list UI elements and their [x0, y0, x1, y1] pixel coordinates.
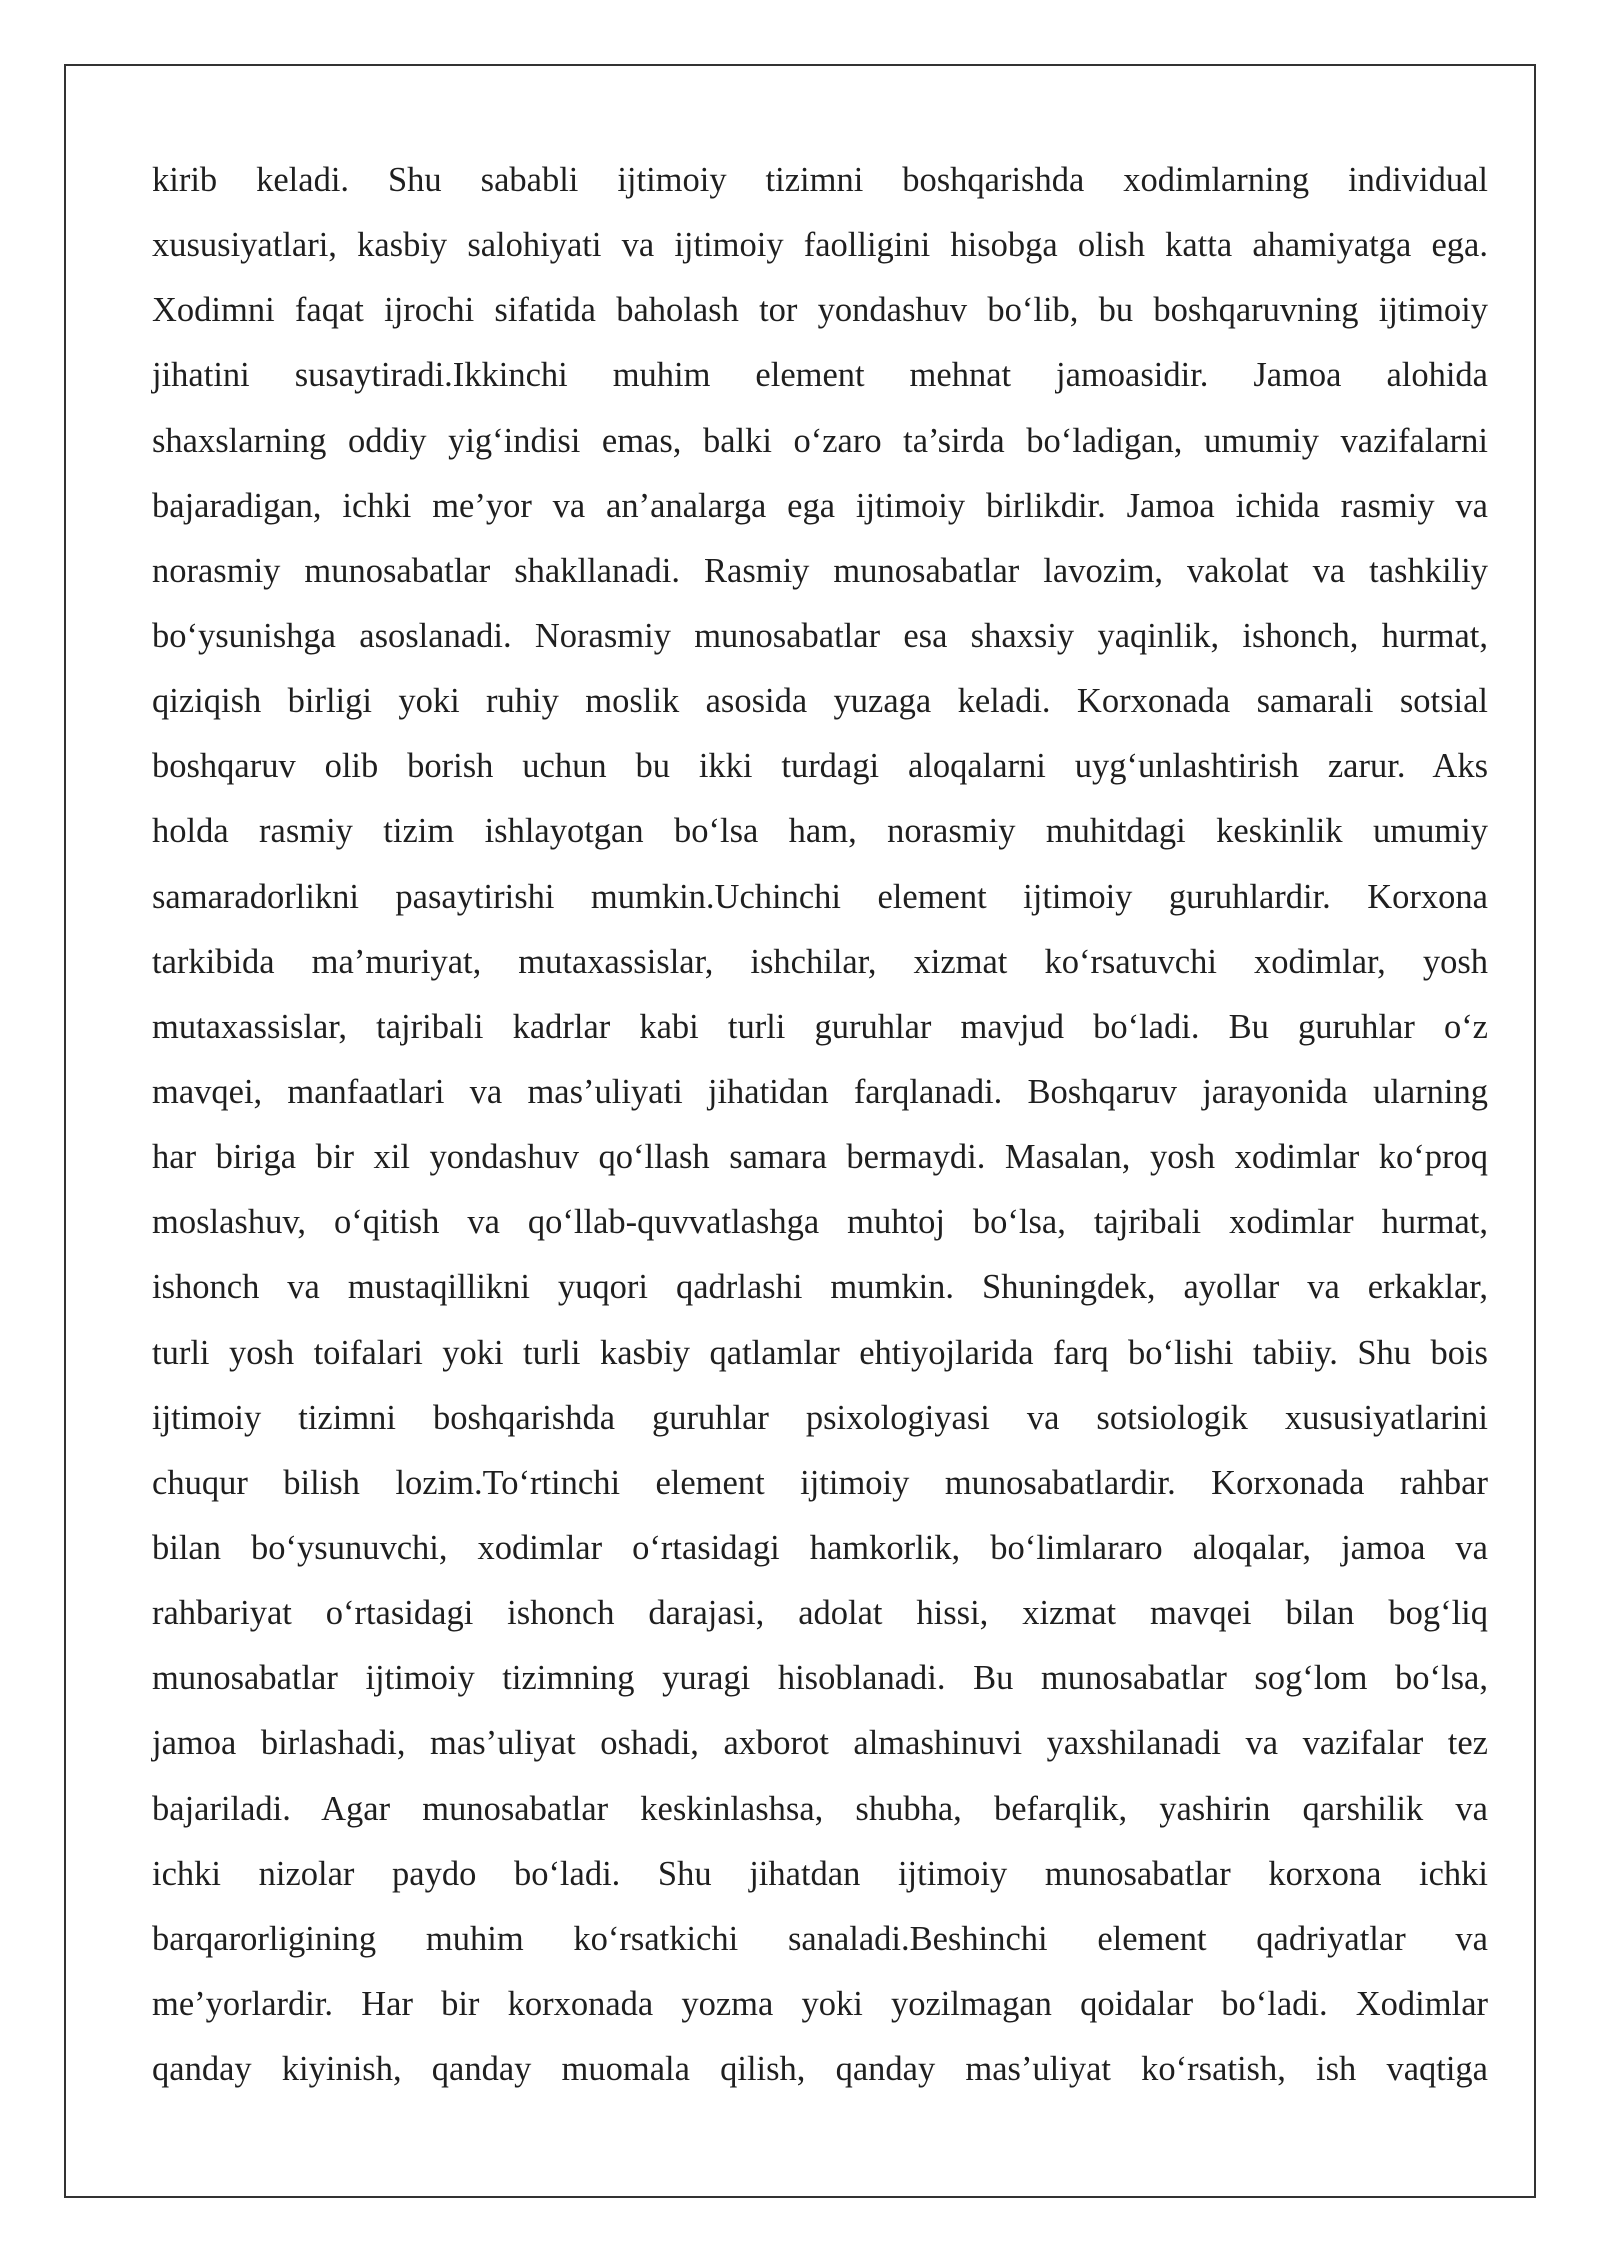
- text-line: kirib keladi. Shu sababli ijtimoiy tizimni boshqarishda xodimlarning individual: [152, 161, 1488, 199]
- text-line: barqarorligining muhim ko‘rsatkichi sanaladi.Beshinchi element qadriyatlar va: [152, 1919, 1488, 1958]
- text-line: mutaxassislar, tajribali kadrlar kabi turli guruhlar mavjud bo‘ladi. Bu guruhlar o‘z: [152, 1007, 1488, 1046]
- text-line: bajariladi. Agar munosabatlar keskinlashsa, shubha, befarqlik, yashirin qarshilik va: [152, 1789, 1488, 1828]
- text-line: bilan bo‘ysunuvchi, xodimlar o‘rtasidagi hamkorlik, bo‘limlararo aloqalar, jamoa va: [152, 1528, 1488, 1567]
- text-line: ishonch va mustaqillikni yuqori qadrlashi mumkin. Shuningdek, ayollar va erkaklar,: [152, 1268, 1488, 1307]
- text-line: boshqaruv olib borish uchun bu ikki turdagi aloqalarni uyg‘unlashtirish zarur. Aks: [152, 747, 1488, 786]
- text-line: turli yosh toifalari yoki turli kasbiy qatlamlar ehtiyojlarida farq bo‘lishi tabiiy. Shu bois: [152, 1333, 1488, 1372]
- text-line: moslashuv, o‘qitish va qo‘llab-quvvatlashga muhtoj bo‘lsa, tajribali xodimlar hurmat,: [152, 1203, 1488, 1242]
- text-line: norasmiy munosabatlar shakllanadi. Rasmiy munosabatlar lavozim, vakolat va tashkiliy: [152, 551, 1488, 590]
- text-line: samaradorlikni pasaytirishi mumkin.Uchinchi element ijtimoiy guruhlardir. Korxona: [152, 877, 1488, 916]
- text-line: munosabatlar ijtimoiy tizimning yuragi hisoblanadi. Bu munosabatlar sog‘lom bo‘lsa,: [152, 1659, 1488, 1698]
- text-line: shaxslarning oddiy yig‘indisi emas, balki o‘zaro ta’sirda bo‘ladigan, umumiy vazifalarni: [152, 421, 1488, 460]
- text-line: mavqei, manfaatlari va mas’uliyati jihatidan farqlanadi. Boshqaruv jarayonida ularning: [152, 1072, 1488, 1111]
- text-line: har biriga bir xil yondashuv qo‘llash samara bermaydi. Masalan, yosh xodimlar ko‘proq: [152, 1138, 1488, 1177]
- text-line: ichki nizolar paydo bo‘ladi. Shu jihatdan ijtimoiy munosabatlar korxona ichki: [152, 1854, 1488, 1893]
- text-line: holda rasmiy tizim ishlayotgan bo‘lsa ham, norasmiy muhitdagi keskinlik umumiy: [152, 812, 1488, 851]
- text-line: qanday kiyinish, qanday muomala qilish, qanday mas’uliyat ko‘rsatish, ish vaqtiga: [152, 2050, 1488, 2089]
- text-line: Xodimni faqat ijrochi sifatida baholash tor yondashuv bo‘lib, bu boshqaruvning ijtimoiy: [152, 291, 1488, 330]
- text-line: bajaradigan, ichki me’yor va an’analarga ega ijtimoiy birlikdir. Jamoa ichida rasmiy va: [152, 486, 1488, 525]
- text-line: tarkibida ma’muriyat, mutaxassislar, ishchilar, xizmat ko‘rsatuvchi xodimlar, yosh: [152, 942, 1488, 981]
- text-line: jamoa birlashadi, mas’uliyat oshadi, axborot almashinuvi yaxshilanadi va vazifalar tez: [152, 1724, 1488, 1763]
- text-line: ijtimoiy tizimni boshqarishda guruhlar psixologiyasi va sotsiologik xususiyatlarini: [152, 1398, 1488, 1437]
- text-line: bo‘ysunishga asoslanadi. Norasmiy munosabatlar esa shaxsiy yaqinlik, ishonch, hurmat,: [152, 616, 1488, 655]
- text-line: jihatini susaytiradi.Ikkinchi muhim element mehnat jamoasidir. Jamoa alohida: [152, 356, 1488, 395]
- text-line: rahbariyat o‘rtasidagi ishonch darajasi, adolat hissi, xizmat mavqei bilan bog‘liq: [152, 1594, 1488, 1633]
- text-line: me’yorlardir. Har bir korxonada yozma yoki yozilmagan qoidalar bo‘ladi. Xodimlar: [152, 1984, 1488, 2023]
- body-text: [152, 148, 1488, 2102]
- text-line: chuqur bilish lozim.To‘rtinchi element ijtimoiy munosabatlardir. Korxonada rahbar: [152, 1463, 1488, 1502]
- text-line: qiziqish birligi yoki ruhiy moslik asosida yuzaga keladi. Korxonada samarali sotsial: [152, 682, 1488, 721]
- text-line: xususiyatlari, kasbiy salohiyati va ijtimoiy faolligini hisobga olish katta ahamiyatga ega.: [152, 226, 1488, 265]
